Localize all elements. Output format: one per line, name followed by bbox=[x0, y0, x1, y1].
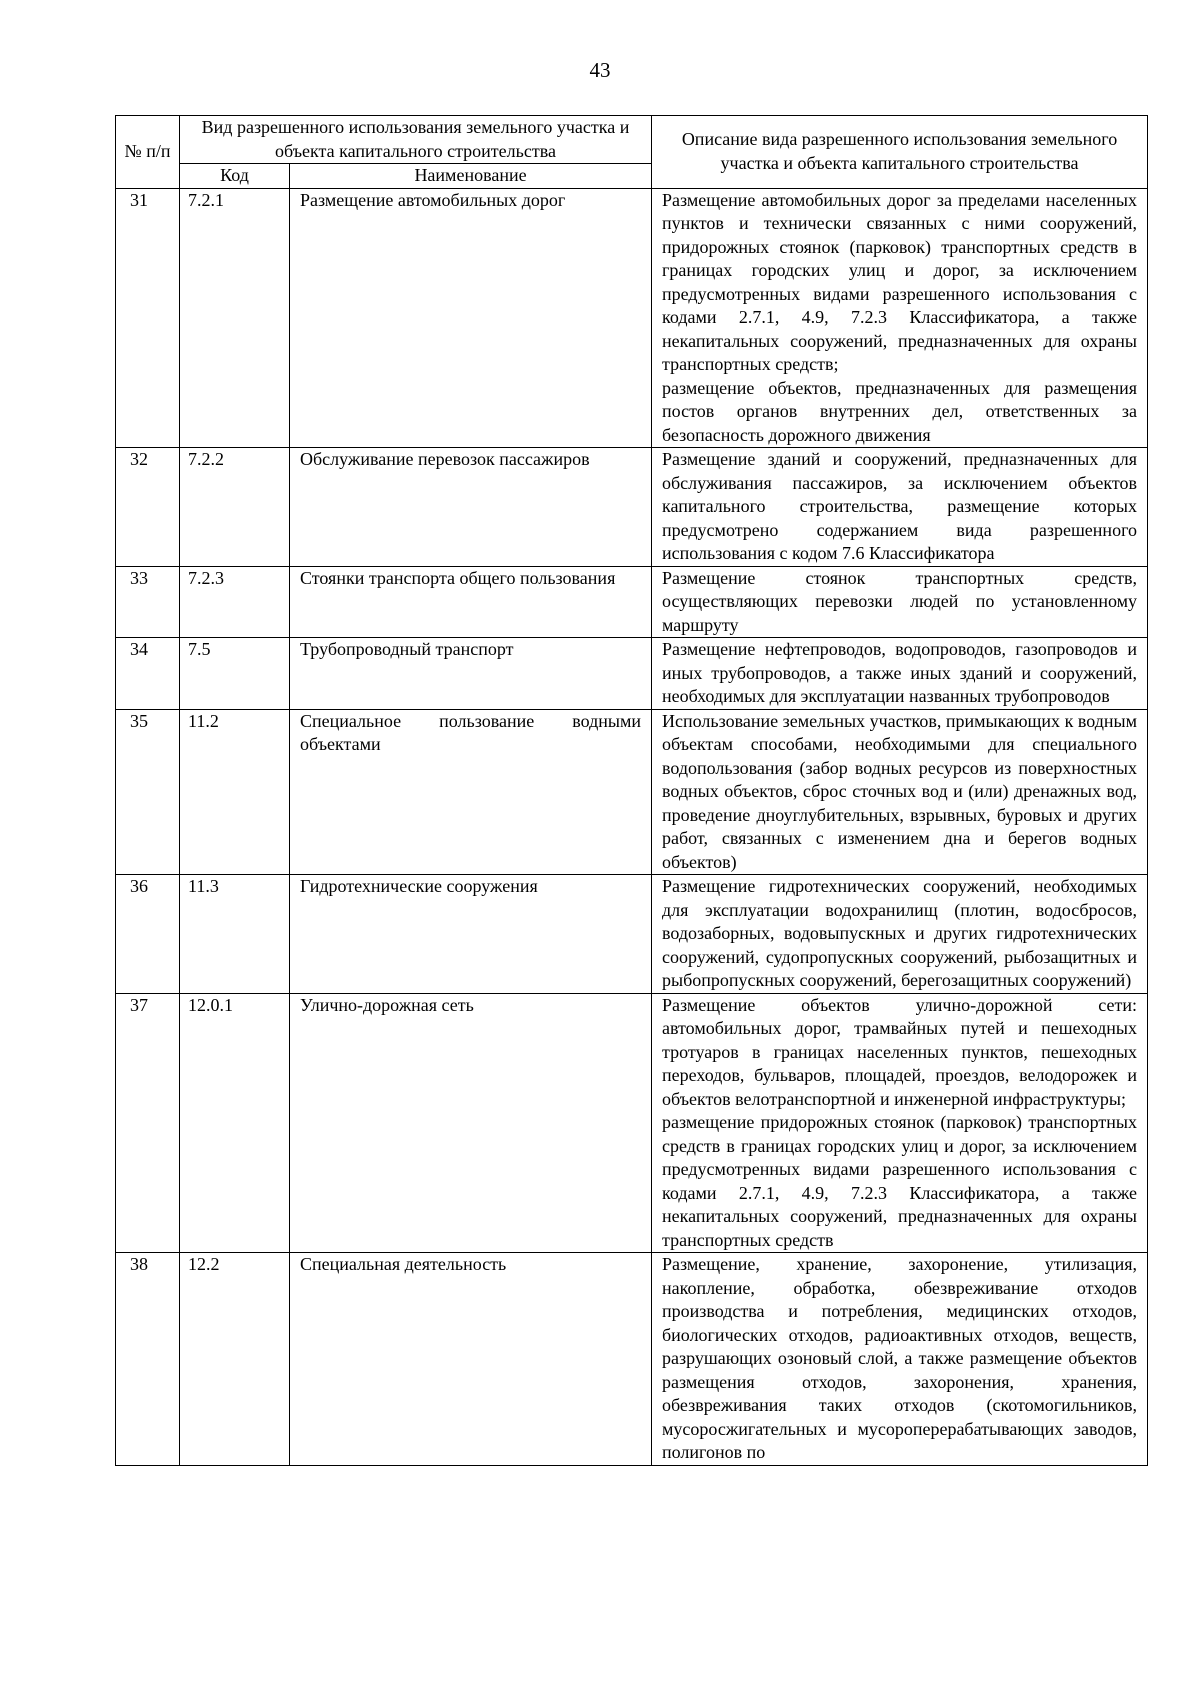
table-row bbox=[116, 993, 1148, 1253]
header-name: Наименование bbox=[290, 164, 652, 189]
row-number: 36 bbox=[116, 875, 180, 994]
page-number: 43 bbox=[589, 58, 611, 82]
header-code: Код bbox=[180, 164, 290, 189]
table-row bbox=[116, 188, 1148, 448]
row-code: 12.0.1 bbox=[180, 993, 290, 1253]
row-name: Гидротехнические сооружения bbox=[290, 875, 652, 994]
row-number: 31 bbox=[116, 188, 180, 448]
row-description bbox=[652, 709, 1148, 875]
description-paragraph: размещение придорожных стоянок (парковок) транспортных средств в границах городских улиц и дорог, за исключением предусмотренных видами разрешенного использования с кодами 2.7.1, 4.9, 7.2.3 Классификатора, а также некапитальных сооружений, предназначенных для охраны транспортных средств bbox=[662, 1112, 1138, 1250]
row-description bbox=[652, 1253, 1148, 1466]
table-row bbox=[116, 875, 1148, 994]
row-description bbox=[652, 448, 1148, 567]
table-row bbox=[116, 566, 1148, 638]
row-code: 12.2 bbox=[180, 1253, 290, 1466]
row-name: Трубопроводный транспорт bbox=[290, 638, 652, 710]
description-paragraph: Размещение гидротехнических сооружений, необходимых для эксплуатации водохранилищ (плотин, водосбросов, водозаборных, водовыпускных и других гидротехнических сооружений, судопропускных сооружений, рыбозащитных и рыбопропускных сооружений, берегозащитных сооружений) bbox=[662, 876, 1138, 990]
header-row-1 bbox=[116, 116, 1148, 164]
row-name: Размещение автомобильных дорог bbox=[290, 188, 652, 448]
row-number: 38 bbox=[116, 1253, 180, 1466]
description-paragraph: Размещение стоянок транспортных средств, осуществляющих перевозки людей по установленному маршруту bbox=[662, 567, 1138, 635]
row-code: 11.2 bbox=[180, 709, 290, 875]
row-name: Улично-дорожная сеть bbox=[290, 993, 652, 1253]
header-vid-group: Вид разрешенного использования земельного участка и объекта капитального строительства bbox=[180, 116, 652, 164]
description-paragraph: Размещение, хранение, захоронение, утилизация, накопление, обработка, обезвреживание отходов производства и потребления, медицинских отходов, биологических отходов, радиоактивных отходов, веществ, разрушающих озоновый слой, а также размещение объектов размещения отходов, захоронения, хранения, обезвреживания таких отходов (скотомогильников, мусоросжигательных и мусороперерабатывающих заводов, полигонов по bbox=[662, 1254, 1138, 1462]
row-description bbox=[652, 875, 1148, 994]
row-number: 32 bbox=[116, 448, 180, 567]
land-use-table bbox=[115, 115, 1148, 1466]
table-row bbox=[116, 1253, 1148, 1466]
table-row bbox=[116, 709, 1148, 875]
header-description: Описание вида разрешенного использования земельного участка и объекта капитального строительства bbox=[652, 116, 1148, 189]
row-description bbox=[652, 566, 1148, 638]
row-number: 34 bbox=[116, 638, 180, 710]
row-code: 7.5 bbox=[180, 638, 290, 710]
table-row bbox=[116, 638, 1148, 710]
row-code: 7.2.3 bbox=[180, 566, 290, 638]
row-description bbox=[652, 188, 1148, 448]
row-name: Специальная деятельность bbox=[290, 1253, 652, 1466]
row-code: 7.2.2 bbox=[180, 448, 290, 567]
row-code: 11.3 bbox=[180, 875, 290, 994]
row-number: 33 bbox=[116, 566, 180, 638]
header-num: № п/п bbox=[116, 116, 180, 189]
row-number: 37 bbox=[116, 993, 180, 1253]
table-row bbox=[116, 448, 1148, 567]
description-paragraph: размещение объектов, предназначенных для размещения постов органов внутренних дел, ответственных за безопасность дорожного движения bbox=[662, 377, 1138, 445]
row-description bbox=[652, 993, 1148, 1253]
row-name: Стоянки транспорта общего пользования bbox=[290, 566, 652, 638]
row-code: 7.2.1 bbox=[180, 188, 290, 448]
description-paragraph: Размещение объектов улично-дорожной сети: автомобильных дорог, трамвайных путей и пешеходных тротуаров в границах населенных пунктов, пешеходных переходов, бульваров, площадей, проездов, велодорожек и объектов велотранспортной и инженерной инфраструктуры; bbox=[662, 994, 1138, 1109]
row-description bbox=[652, 638, 1148, 710]
row-number: 35 bbox=[116, 709, 180, 875]
description-paragraph: Размещение автомобильных дорог за пределами населенных пунктов и технически связанных с ними сооружений, придорожных стоянок (парковок) транспортных средств в границах городских улиц и дорог, за исключением предусмотренных видами разрешенного использования с кодами 2.7.1, 4.9, 7.2.3 Классификатора, а также некапитальных сооружений, предназначенных для охраны транспортных средств; bbox=[662, 189, 1138, 374]
row-name: Специальное пользование водными объектами bbox=[290, 709, 652, 875]
description-paragraph: Размещение зданий и сооружений, предназначенных для обслуживания пассажиров, за исключением объектов капитального строительства, размещение которых предусмотрено содержанием вида разрешенного использования с кодом 7.6 Классификатора bbox=[662, 449, 1138, 563]
description-paragraph: Использование земельных участков, примыкающих к водным объектам способами, необходимыми для специального водопользования (забор водных ресурсов из поверхностных водных объектов, сброс сточных вод и (или) дренажных вод, проведение дноуглубительных, взрывных, буровых и других работ, связанных с изменением дна и берегов водных объектов) bbox=[662, 710, 1138, 872]
row-name: Обслуживание перевозок пассажиров bbox=[290, 448, 652, 567]
description-paragraph: Размещение нефтепроводов, водопроводов, газопроводов и иных трубопроводов, а также иных зданий и сооружений, необходимых для эксплуатации названных трубопроводов bbox=[662, 639, 1138, 706]
